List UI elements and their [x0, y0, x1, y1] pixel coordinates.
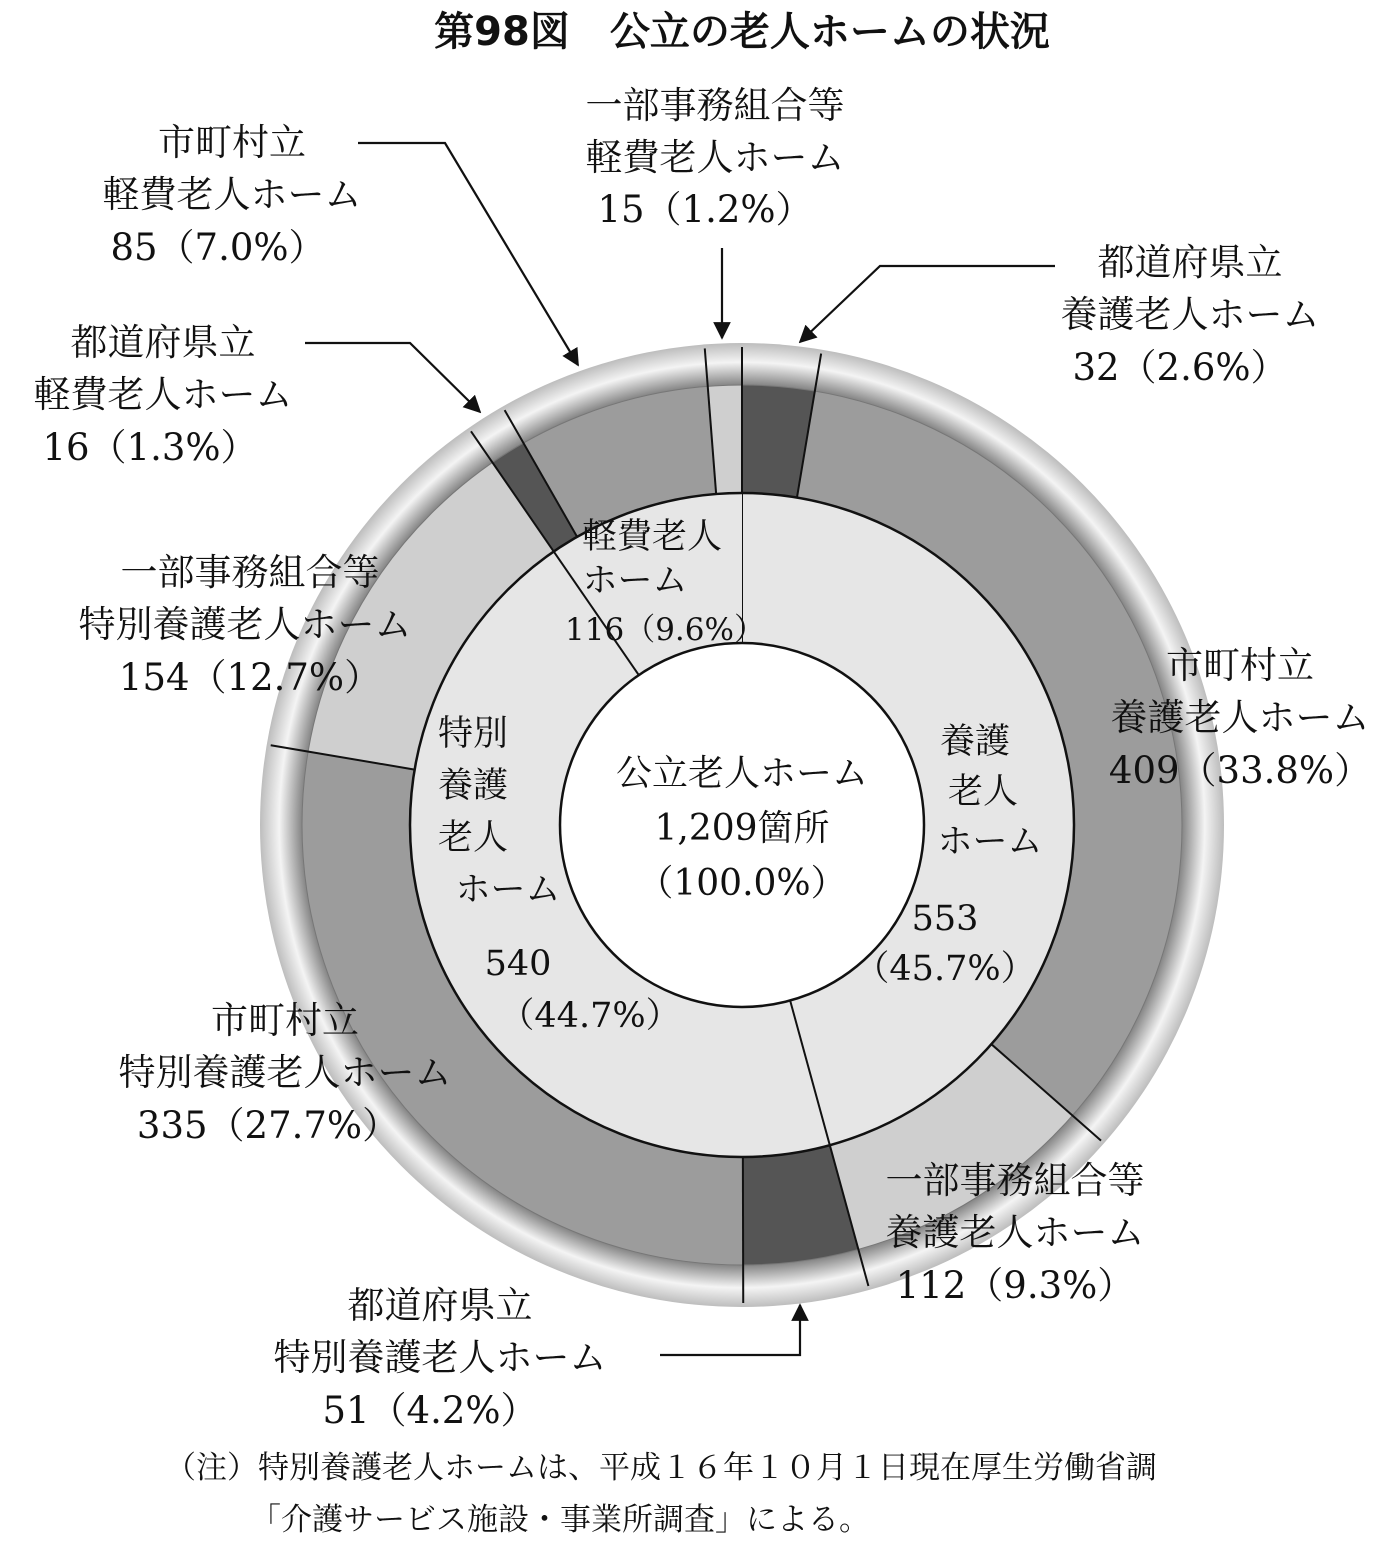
outer-label-line: 軽費老人ホーム — [102, 173, 362, 216]
outer-label-line: 16（1.3%） — [42, 426, 258, 469]
outer-label-line: 85（7.0%） — [110, 226, 326, 269]
outer-label-union-yogo — [886, 1159, 1145, 1307]
outer-label-line: 409（33.8%） — [1108, 749, 1372, 792]
outer-label-line: 養護老人ホーム — [1110, 696, 1370, 739]
outer-label-line: 都道府県立 — [347, 1284, 533, 1327]
chart-title: 第98図 公立の老人ホームの状況 — [434, 9, 1050, 55]
inner-label-line: 養護 — [939, 722, 1011, 762]
center-label-line3: （100.0%） — [637, 863, 847, 904]
outer-label-line: 特別養護老人ホーム — [118, 1051, 452, 1094]
inner-label-line: 116（9.6%） — [565, 612, 765, 648]
note-line1: （注）特別養護老人ホームは、平成１６年１０月１日現在厚生労働省調 — [165, 1450, 1157, 1486]
inner-value: 553 — [911, 899, 979, 939]
outer-label-line: 15（1.2%） — [597, 188, 813, 231]
outer-label-line: 特別養護老人ホーム — [78, 603, 412, 646]
inner-label-line: 特別 — [437, 714, 509, 754]
outer-label-line: 一部事務組合等 — [585, 84, 845, 127]
outer-label-line: 一部事務組合等 — [120, 551, 380, 594]
outer-label-line: 都道府県立 — [1097, 241, 1283, 284]
leader-arrow-city-keihi — [358, 143, 578, 365]
outer-label-line: 154（12.7%） — [118, 656, 382, 699]
leader-arrow-pref-yogo — [800, 266, 1055, 342]
outer-label-line: 32（2.6%） — [1072, 346, 1288, 389]
outer-label-line: 市町村立 — [1166, 644, 1314, 687]
center-label-line2: 1,209箇所 — [654, 808, 830, 849]
inner-label-line: 軽費老人 — [581, 517, 723, 557]
outer-label-pref-keihi — [34, 321, 293, 469]
outer-label-line: 一部事務組合等 — [885, 1159, 1145, 1202]
inner-label-line: ホーム — [582, 561, 688, 601]
outer-label-pref-tokubetsu — [274, 1284, 607, 1432]
outer-label-line: 都道府県立 — [70, 321, 256, 364]
inner-value: 540 — [484, 944, 552, 984]
inner-label-line: 老人 — [437, 818, 509, 858]
leader-arrow-pref-tokubetsu — [660, 1305, 800, 1355]
inner-label-line: ホーム — [455, 870, 561, 910]
inner-percent: （44.7%） — [499, 996, 681, 1036]
inner-percent: （45.7%） — [854, 949, 1036, 989]
outer-label-union-keihi — [586, 84, 845, 231]
outer-label-line: 112（9.3%） — [895, 1264, 1135, 1307]
outer-label-line: 軽費老人ホーム — [585, 136, 845, 179]
outer-label-line: 特別養護老人ホーム — [273, 1336, 607, 1379]
note-line2: 「介護サービス施設・事業所調査」による。 — [250, 1502, 870, 1538]
outer-label-pref-yogo — [1061, 241, 1320, 389]
center-label-line1: 公立老人ホーム — [615, 753, 869, 794]
outer-label-line: 軽費老人ホーム — [33, 373, 293, 416]
inner-label-line: 養護 — [437, 766, 509, 806]
outer-label-line: 335（27.7%） — [136, 1104, 400, 1147]
outer-label-line: 養護老人ホーム — [1060, 293, 1320, 336]
outer-label-line: 51（4.2%） — [322, 1389, 538, 1432]
outer-label-line: 養護老人ホーム — [885, 1211, 1145, 1254]
inner-label-line: 老人 — [947, 772, 1019, 812]
outer-label-line: 市町村立 — [158, 121, 306, 164]
outer-label-union-tokubetsu — [79, 551, 412, 699]
outer-label-city-keihi — [103, 121, 362, 269]
leader-arrow-pref-keihi — [305, 343, 480, 412]
inner-label-line: ホーム — [937, 822, 1043, 862]
outer-label-line: 市町村立 — [211, 999, 359, 1042]
